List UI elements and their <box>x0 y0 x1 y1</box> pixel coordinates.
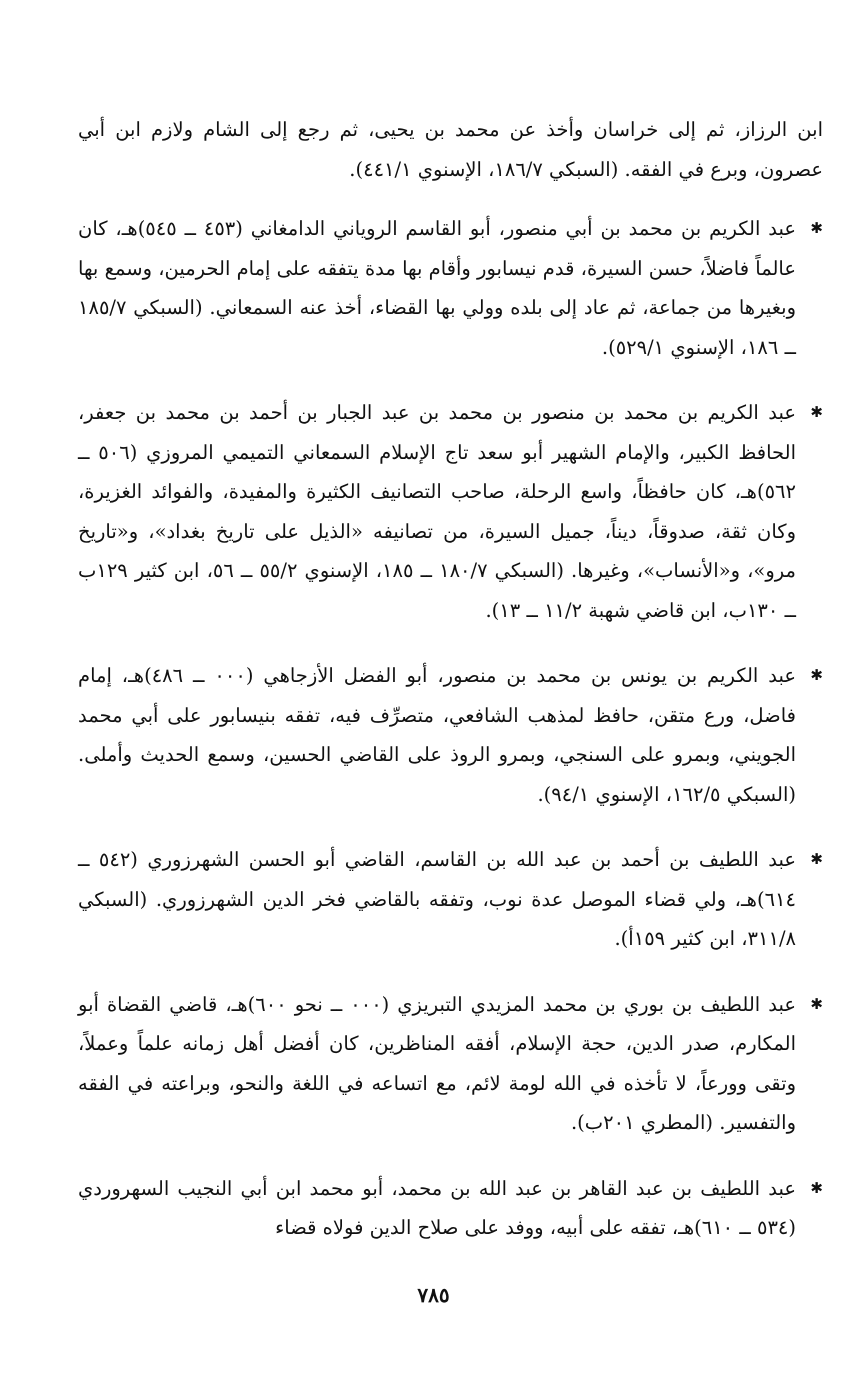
biography-entry <box>78 656 823 814</box>
biography-entry <box>78 209 823 367</box>
entry-text: عبد الكريم بن محمد بن منصور بن محمد بن عبد الجبار بن أحمد بن محمد بن جعفر، الحافظ الكبير، والإمام الشهير أبو سعد تاج الإسلام السمعاني التميمي المروزي (٥٠٦ ــ ٥٦٢)هـ، كان حافظاً، واسع الرحلة، صاحب التصانيف الكثيرة والمفيدة، والفوائد الغزيرة، وكان ثقة، صدوقاً، ديناً، جميل السيرة، من تصانيفه «الذيل على تاريخ بغداد»، و«تاريخ مرو»، و«الأنساب»، وغيرها. (السبكي ١٨٠/٧ ــ ١٨٥، الإسنوي ٥٥/٢ ــ ٥٦، ابن كثير ١٢٩ب ــ ١٣٠ب، ابن قاضي شهبة ١١/٢ ــ ١٣). <box>78 401 796 622</box>
entry-marker-icon: ✱ <box>810 1178 823 1197</box>
entry-text: عبد الكريم بن محمد بن أبي منصور، أبو القاسم الروياني الدامغاني (٤٥٣ ــ ٥٤٥)هـ، كان عالماً فاضلاً، حسن السيرة، قدم نيسابور وأقام بها مدة يتفقه على إمام الحرمين، وسمع بها وبغيرها من جماعة، ثم عاد إلى بلده وولي بها القضاء، أخذ عنه السمعاني. (السبكي ١٨٥/٧ ــ ١٨٦، الإسنوي ٥٢٩/١). <box>78 217 796 359</box>
biography-entry <box>78 840 823 959</box>
entry-marker-icon: ✱ <box>810 403 823 421</box>
entry-marker-icon: ✱ <box>810 666 823 684</box>
page-body <box>78 110 823 1274</box>
biography-entry <box>78 393 823 630</box>
entry-text: عبد اللطيف بن أحمد بن عبد الله بن القاسم، القاضي أبو الحسن الشهرزوري (٥٤٢ ــ ٦١٤)هـ، ولي قضاء الموصل عدة نوب، وتفقه بالقاضي فخر الدين الشهرزوري. (السبكي ٣١١/٨، ابن كثير ١٥٩أ). <box>78 848 797 950</box>
entry-text: عبد اللطيف بن بوري بن محمد المزيدي التبريزي (٠٠٠ ــ نحو ٦٠٠)هـ، قاضي القضاة أبو المكارم، صدر الدين، حجة الإسلام، أفقه المناظرين، كان أفضل أهل زمانه علماً وعملاً، وتقى وورعاً، لا تأخذه في الله لومة لائم، مع اتساعه في اللغة والنحو، وبراعته في الفقه والتفسير. (المطري ٢٠١ب). <box>78 992 796 1134</box>
biography-entry <box>78 985 823 1143</box>
entry-text: عبد الكريم بن يونس بن محمد بن منصور، أبو الفضل الأزجاهي (٠٠٠ ــ ٤٨٦)هـ، إمام فاضل، ورع متقن، حافظ لمذهب الشافعي، متصرِّف فيه، تفقه بنيسابور على أبي محمد الجويني، وبمرو على السنجي، وبمرو الروذ على القاضي الحسين، وسمع الحديث وأملى. (السبكي ١٦٢/٥، الإسنوي ٩٤/١). <box>78 664 796 806</box>
entry-marker-icon: ✱ <box>810 994 823 1013</box>
entry-text: عبد اللطيف بن عبد القاهر بن عبد الله بن محمد، أبو محمد ابن أبي النجيب السهروردي (٥٣٤ ــ ٦١٠)هـ، تفقه على أبيه، ووفد على صلاح الدين فولاه قضاء <box>78 1176 796 1239</box>
entry-marker-icon: ✱ <box>810 850 823 868</box>
entry-marker-icon: ✱ <box>810 219 823 237</box>
continuation-paragraph: ابن الرزاز، ثم إلى خراسان وأخذ عن محمد بن يحيى، ثم رجع إلى الشام ولازم ابن أبي عصرون، وبرع في الفقه. (السبكي ١٨٦/٧، الإسنوي ٤٤١/١). <box>78 118 823 181</box>
page-number: ٧٨٥ <box>417 1283 450 1307</box>
biography-entry <box>78 1169 823 1248</box>
